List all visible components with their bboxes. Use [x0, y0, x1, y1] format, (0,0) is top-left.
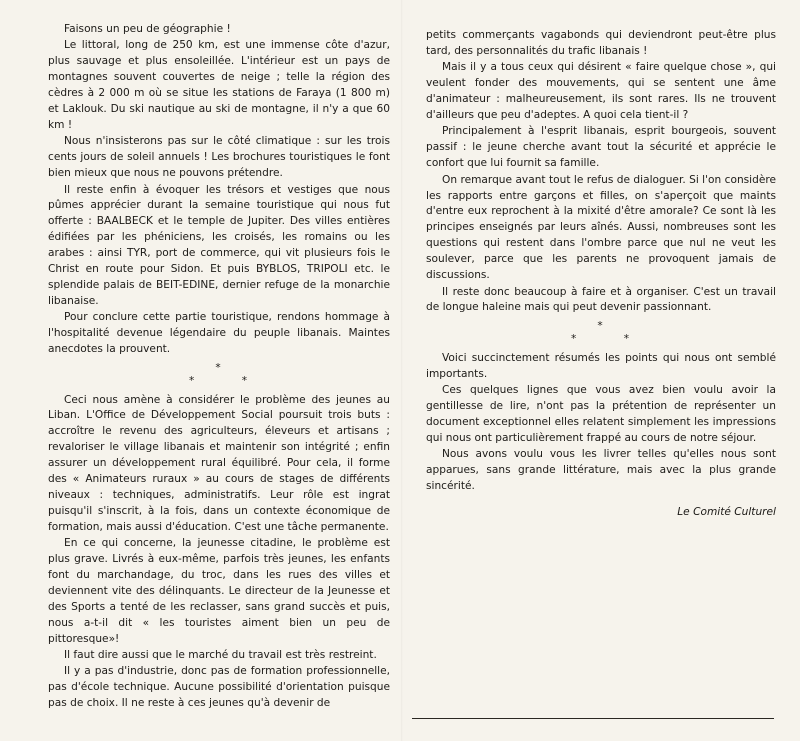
signature: Le Comité Culturel — [677, 505, 776, 518]
separator-star: * — [571, 332, 579, 345]
page-fold — [401, 0, 403, 741]
section-separator — [48, 359, 390, 393]
paragraph: petits commerçants vagabonds qui deviendront peut-être plus tard, des personnalités du trafic libanais ! — [426, 29, 776, 57]
separator-star: * — [623, 332, 631, 345]
paragraph: Il y a pas d'industrie, donc pas de formation professionnelle, pas d'école technique. Aucune possibilité d'orientation puisque pas de choix. Il ne reste à ces jeunes qu'à devenir de — [48, 665, 390, 710]
paragraph: Voici succinctement résumés les points qui nous ont semblé importants. — [426, 351, 776, 380]
paragraph: Il faut dire aussi que le marché du travail est très restreint. — [64, 649, 377, 662]
paragraph: Mais il y a tous ceux qui désirent « faire quelque chose », qui veulent fonder des mouvements, qui se sentent une âme d'animateur : malheureusement, ils sont rares. Ils ne trouvent d'ailleurs que peu d'adeptes. A quoi cela tient-il ? — [426, 61, 776, 122]
paragraph: Faisons un peu de géographie ! — [64, 23, 231, 35]
right-column — [426, 28, 776, 521]
separator-star: * — [241, 374, 249, 387]
separator-star: * — [189, 374, 197, 387]
paragraph: Ceci nous amène à considérer le problème des jeunes au Liban. L'Office de Développement Social poursuit trois buts : accroître le revenu des agriculteurs, éleveurs et artisans ; revaloriser le village libanais et maintenir son intégrité ; enfin assurer un développement rural équilibré. Pour cela, il forme des « Animateurs ruraux » au cours de stages de différents niveaux : techniques, administratifs. Leur rôle est ingrat puisqu'il s'inscrit, à la fois, dans un contexte économique de formation, mais aussi d'éducation. C'est une tâche permanente. — [48, 393, 390, 533]
paragraph: Ces quelques lignes que vous avez bien voulu avoir la gentillesse de lire, n'ont pas la prétention de représenter un document exceptionnel elles relatent simplement les impressions qui nous ont particulièrement frappé au cours de notre séjour. — [426, 384, 776, 444]
left-column — [48, 22, 390, 713]
paragraph: On remarque avant tout le refus de dialoguer. Si l'on considère les rapports entre garçons et filles, on s'aperçoit que maints d'entre eux reprochent à la mixité d'être amorale? Ce sont là les principes enseignés par leurs aînés. Aussi, nombreuses sont les questions qui restent dans l'ombre parce que nul ne veut les soulever, parce que les parents ne provoquent jamais de discussions. — [426, 173, 776, 282]
paragraph: Il reste donc beaucoup à faire et à organiser. C'est un travail de longue haleine mais qui peut devenir passionnant. — [426, 285, 776, 314]
paragraph: Il reste enfin à évoquer les trésors et vestiges que nous pûmes apprécier durant la semaine touristique qui nous fut offerte : BAALBECK et le temple de Jupiter. Des villes entières édifiées par les phéniciens, les croisés, les romains ou les arabes : ainsi TYR, port de commerce, qui vit plusieurs fois le Christ en route pour Sidon. Et puis BYBLOS, TRIPOLI etc. le splendide palais de BEIT-EDINE, dernier refuge de la monarchie libanaise. — [48, 183, 390, 307]
section-separator — [426, 317, 776, 351]
paragraph: Principalement à l'esprit libanais, esprit bourgeois, souvent passif : le jeune cherche avant tout la sécurité et apprécie le confort que lui fournit sa famille. — [426, 125, 776, 170]
footer-rule — [412, 718, 774, 719]
paragraph: Nous n'insisterons pas sur le côté climatique : sur les trois cents jours de soleil annuels ! Les brochures touristiques le font bien mieux que nous ne pouvons prétendre. — [48, 135, 390, 180]
paragraph: Pour conclure cette partie touristique, rendons hommage à l'hospitalité devenue légendaire du peuple libanais. Maintes anecdotes la prouvent. — [48, 311, 390, 356]
paragraph: Nous avons voulu vous les livrer telles qu'elles nous sont apparues, sans grande littérature, mais avec la plus grande sincérité. — [426, 448, 776, 493]
separator-star: * — [597, 319, 605, 332]
paragraph: Le littoral, long de 250 km, est une immense côte d'azur, plus sauvage et plus ensoleillée. L'intérieur est un pays de montagnes souvent couvertes de neige ; telle la région des cèdres à 2 000 m où se situe les stations de Faraya (1 800 m) et Laklouk. Du ski nautique au ski de montagne, il n'y a que 60 km ! — [48, 39, 390, 131]
paragraph: En ce qui concerne, la jeunesse citadine, le problème est plus grave. Livrés à eux-même, parfois très jeunes, les enfants font du marchandage, du troc, dans les rues des villes et deviennent vite des délinquants. Le directeur de la Jeunesse et des Sports a tenté de les reclasser, sans grand succès et puis, nous a-t-il dit « les touristes aiment bien un peu de pittoresque»! — [48, 537, 390, 645]
separator-star: * — [215, 361, 223, 374]
